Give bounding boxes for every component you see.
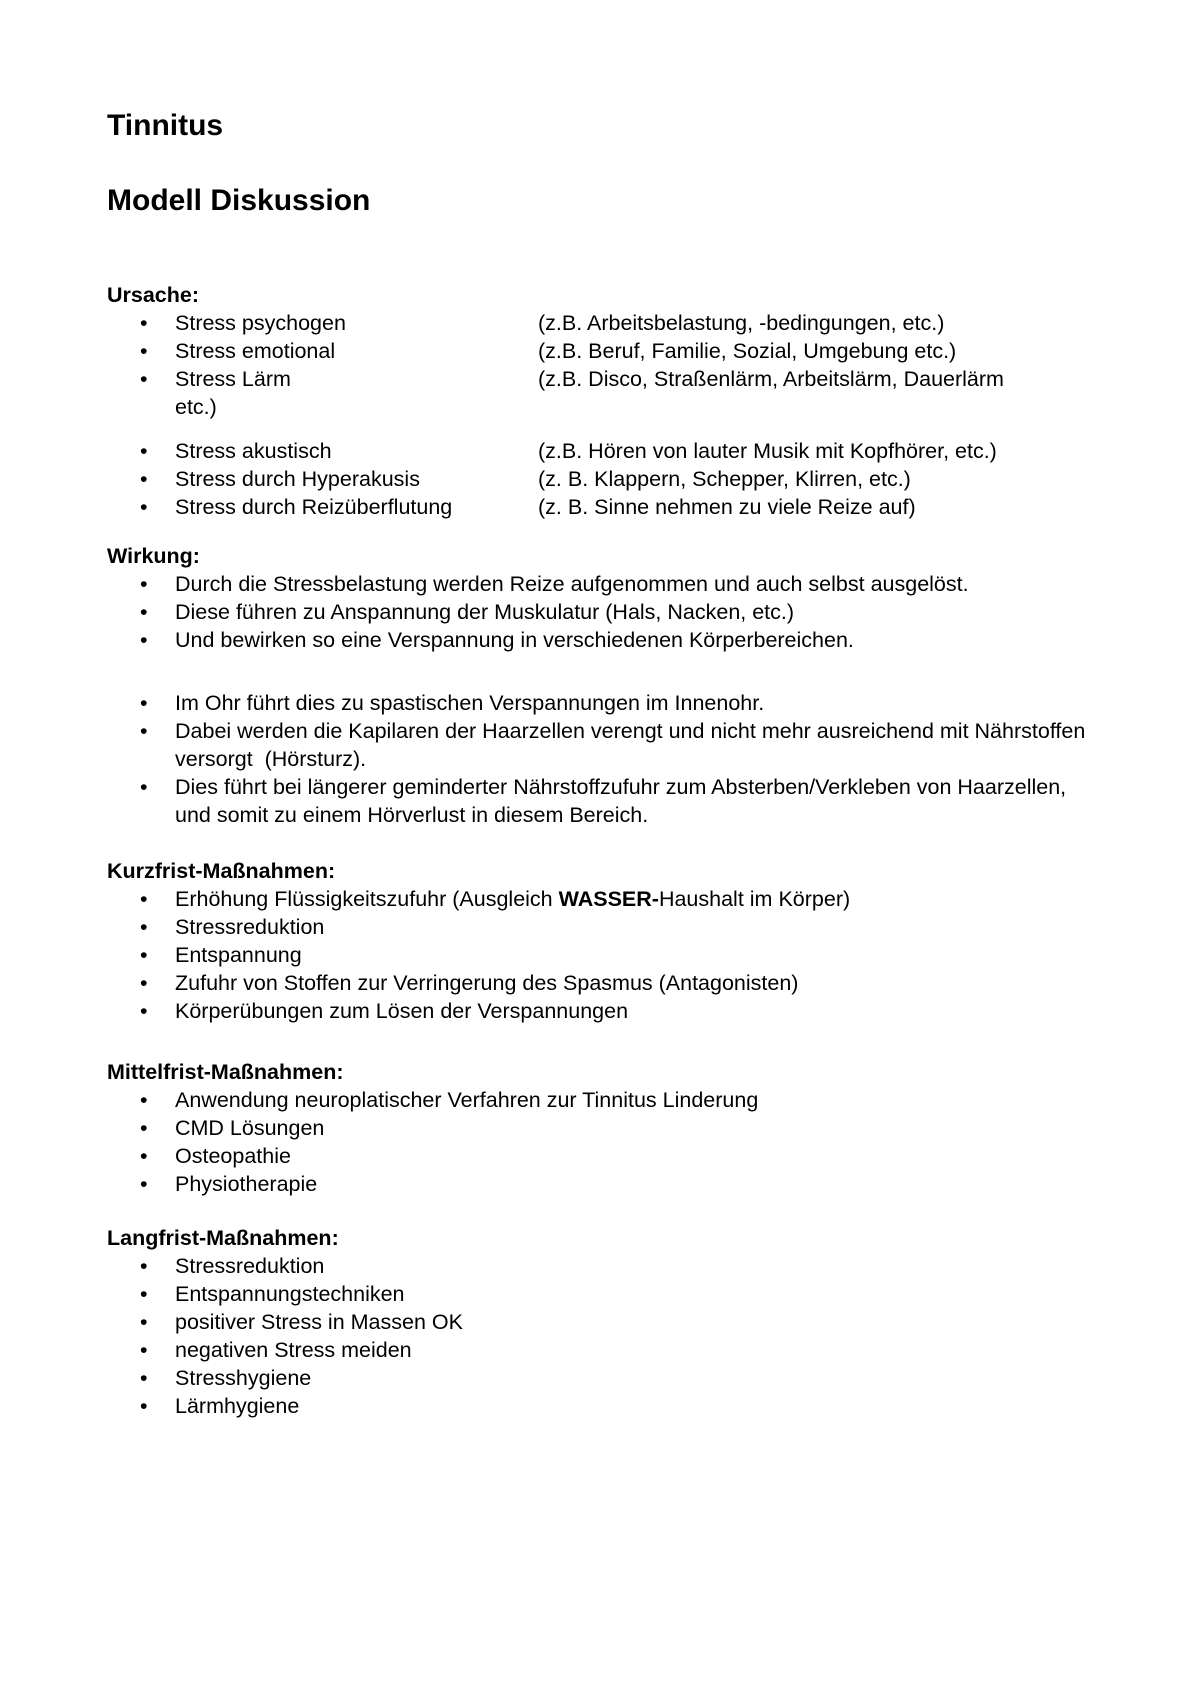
bullet-item — [107, 1142, 1090, 1170]
measure-text-pre: Erhöhung Flüssigkeitszufuhr (Ausgleich — [175, 887, 559, 911]
measure-text-bold: WASSER- — [558, 887, 659, 911]
section-kurzfrist — [107, 857, 1090, 1025]
bullet-icon: • — [140, 719, 148, 743]
bullet-item — [107, 1086, 1090, 1114]
bullet-item — [107, 1114, 1090, 1142]
bullet-icon: • — [140, 628, 148, 652]
bullet-icon: • — [140, 339, 148, 363]
page-title: Tinnitus — [107, 109, 224, 142]
bullet-icon: • — [140, 495, 148, 519]
bullet-icon: • — [140, 971, 148, 995]
measure-text: Physiotherapie — [175, 1172, 318, 1196]
section-heading-langfrist: Langfrist-Maßnahmen: — [107, 1226, 339, 1250]
cause-example: (z.B. Hören von lauter Musik mit Kopfhörer, etc.) — [538, 439, 997, 463]
bullet-icon: • — [140, 1144, 148, 1168]
bullet-item — [107, 969, 1090, 997]
section-heading-kurzfrist: Kurzfrist-Maßnahmen: — [107, 859, 336, 883]
measure-text: Lärmhygiene — [175, 1394, 300, 1418]
bullet-item — [107, 493, 1090, 521]
effect-text: Und bewirken so eine Verspannung in verschiedenen Körperbereichen. — [175, 628, 854, 652]
section-heading-wirkung: Wirkung: — [107, 544, 200, 568]
bullet-icon: • — [140, 572, 148, 596]
bullet-item — [107, 626, 1090, 654]
measure-text — [175, 885, 1090, 913]
blank-line — [107, 654, 1090, 689]
bullet-icon: • — [140, 367, 148, 391]
measure-text: Entspannungstechniken — [175, 1282, 405, 1306]
bullet-item — [107, 689, 1090, 717]
cause-example: (z.B. Beruf, Familie, Sozial, Umgebung etc.) — [538, 339, 957, 363]
effect-text: Dabei werden die Kapilaren der Haarzellen verengt und nicht mehr ausreichend mit Nährstoffen versorgt (Hörsturz). — [175, 719, 1092, 771]
bullet-icon: • — [140, 1394, 148, 1418]
bullet-icon: • — [140, 1310, 148, 1334]
measure-text: Entspannung — [175, 943, 302, 967]
cause-example: (z. B. Klappern, Schepper, Klirren, etc.) — [538, 467, 911, 491]
cause-label: Stress Lärm — [175, 367, 291, 391]
bullet-item — [107, 885, 1090, 913]
bullet-icon: • — [140, 311, 148, 335]
bullet-item — [107, 997, 1090, 1025]
measure-text: Stressreduktion — [175, 1254, 325, 1278]
section-ursache — [107, 281, 1090, 521]
bullet-spacer — [140, 393, 175, 421]
page-subtitle: Modell Diskussion — [107, 184, 371, 217]
bullet-item — [107, 465, 1090, 493]
bullet-item — [107, 1336, 1090, 1364]
bullet-item — [107, 570, 1090, 598]
section-mittelfrist — [107, 1058, 1090, 1198]
bullet-item-continuation — [107, 393, 1090, 421]
measure-text: negativen Stress meiden — [175, 1338, 412, 1362]
bullet-icon: • — [140, 1338, 148, 1362]
bullet-item — [107, 365, 1090, 393]
bullet-item — [107, 1392, 1090, 1420]
bullet-icon: • — [140, 887, 148, 911]
bullet-icon: • — [140, 600, 148, 624]
bullet-icon: • — [140, 439, 148, 463]
cause-example — [538, 393, 1090, 421]
bullet-item — [107, 598, 1090, 626]
bullet-icon: • — [140, 999, 148, 1023]
bullet-icon: • — [140, 1088, 148, 1112]
cause-label: Stress psychogen — [175, 311, 346, 335]
cause-label: Stress emotional — [175, 339, 336, 363]
bullet-icon: • — [140, 775, 148, 799]
bullet-item — [107, 1364, 1090, 1392]
cause-label: Stress akustisch — [175, 439, 332, 463]
measure-text-post: Haushalt im Körper) — [658, 887, 851, 911]
cause-example: (z.B. Disco, Straßenlärm, Arbeitslärm, Dauerlärm — [538, 367, 1004, 391]
bullet-item — [107, 1252, 1090, 1280]
cause-label-continuation: etc.) — [175, 395, 217, 419]
measure-text: CMD Lösungen — [175, 1116, 325, 1140]
bullet-item — [107, 337, 1090, 365]
bullet-icon: • — [140, 1116, 148, 1140]
bullet-icon: • — [140, 691, 148, 715]
effect-text: Diese führen zu Anspannung der Muskulatur (Hals, Nacken, etc.) — [175, 600, 795, 624]
effect-text: Dies führt bei längerer geminderter Nährstoffzufuhr zum Absterben/Verkleben von Haarzellen, und somit zu einem Hörverlust in diesem Bereich. — [175, 775, 1073, 827]
cause-label: Stress durch Hyperakusis — [175, 467, 420, 491]
bullet-icon: • — [140, 467, 148, 491]
effect-text: Durch die Stressbelastung werden Reize aufgenommen und auch selbst ausgelöst. — [175, 572, 969, 596]
bullet-item — [107, 1308, 1090, 1336]
measure-text: positiver Stress in Massen OK — [175, 1310, 463, 1334]
bullet-item — [107, 773, 1090, 829]
bullet-icon: • — [140, 1282, 148, 1306]
measure-text: Anwendung neuroplatischer Verfahren zur Tinnitus Linderung — [175, 1088, 759, 1112]
bullet-item — [107, 1170, 1090, 1198]
bullet-item — [107, 437, 1090, 465]
measure-text: Stresshygiene — [175, 1366, 312, 1390]
bullet-item — [107, 941, 1090, 969]
cause-example: (z.B. Arbeitsbelastung, -bedingungen, etc.) — [538, 311, 945, 335]
measure-text: Körperübungen zum Lösen der Verspannungen — [175, 999, 629, 1023]
section-heading-ursache: Ursache: — [107, 283, 200, 307]
section-wirkung — [107, 542, 1090, 829]
bullet-item — [107, 717, 1090, 773]
bullet-icon: • — [140, 1366, 148, 1390]
bullet-item — [107, 309, 1090, 337]
measure-text: Osteopathie — [175, 1144, 291, 1168]
section-heading-mittelfrist: Mittelfrist-Maßnahmen: — [107, 1060, 344, 1084]
cause-example: (z. B. Sinne nehmen zu viele Reize auf) — [538, 495, 916, 519]
cause-label: Stress durch Reizüberflutung — [175, 495, 453, 519]
effect-text: Im Ohr führt dies zu spastischen Verspannungen im Innenohr. — [175, 691, 765, 715]
bullet-icon: • — [140, 1254, 148, 1278]
section-langfrist — [107, 1224, 1090, 1420]
bullet-icon: • — [140, 943, 148, 967]
bullet-icon: • — [140, 915, 148, 939]
bullet-item — [107, 913, 1090, 941]
measure-text: Zufuhr von Stoffen zur Verringerung des Spasmus (Antagonisten) — [175, 971, 799, 995]
bullet-icon: • — [140, 1172, 148, 1196]
measure-text: Stressreduktion — [175, 915, 325, 939]
bullet-item — [107, 1280, 1090, 1308]
